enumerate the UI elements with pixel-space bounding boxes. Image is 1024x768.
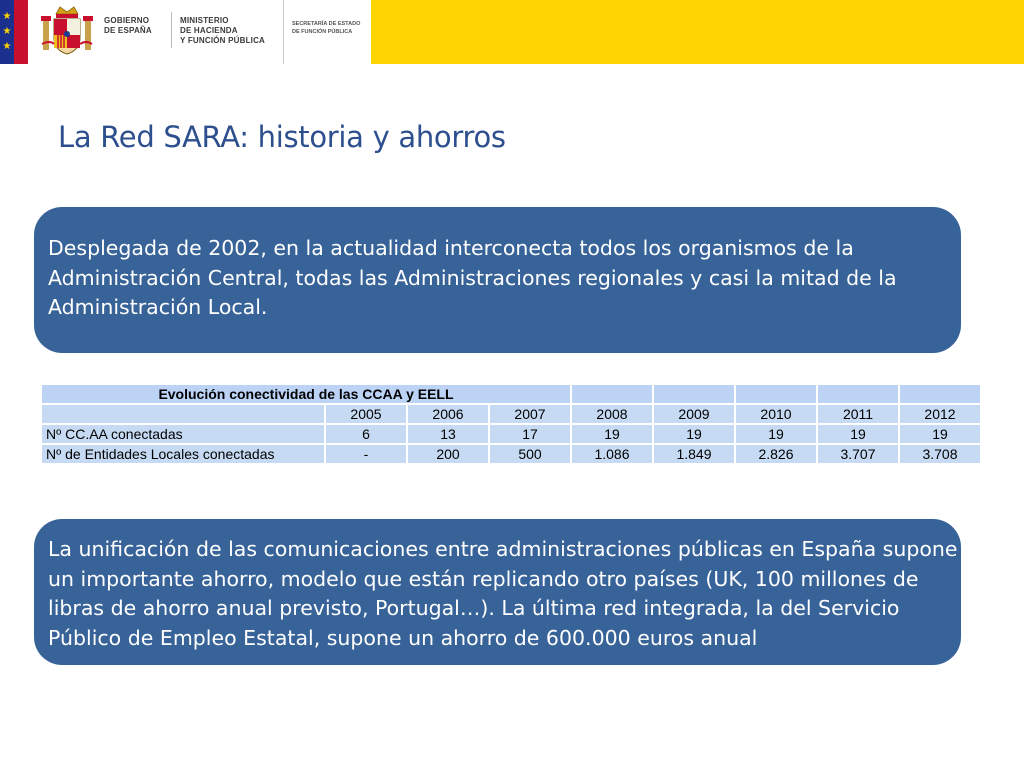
table-header-blank [41,404,325,424]
table-cell: 2.826 [735,444,817,464]
table-header-year: 2007 [489,404,571,424]
table-row [41,424,981,444]
table-caption-row [41,384,981,404]
table-cell: 19 [571,424,653,444]
table-cell: 19 [817,424,899,444]
table-caption-cell [817,384,899,404]
info-box-savings-text: La unificación de las comunicaciones entre administraciones públicas en España supone un importante ahorro, modelo que están replicando otro países (UK, 100 millones de libras de ahorro anual previsto, Portugal…). La última red integrada, la del Servicio Público de Empleo Estatal, supone un ahorro de 600.000 euros anual [48,537,958,650]
table-cell: 3.708 [899,444,981,464]
table-caption: Evolución conectividad de las CCAA y EELL [41,384,571,404]
table-cell: 3.707 [817,444,899,464]
eu-flag-icon: ★ ★ ★ [0,0,14,64]
table-cell: 13 [407,424,489,444]
table-cell: 500 [489,444,571,464]
table-row-label: Nº de Entidades Locales conectadas [41,444,325,464]
table-header-year: 2005 [325,404,407,424]
ministry-name: MINISTERIO DE HACIENDA Y FUNCIÓN PÚBLICA [180,16,266,45]
government-logo [28,0,371,64]
info-box-history-text: Desplegada de 2002, en la actualidad interconecta todos los organismos de la Administración Central, todas las Administraciones regionales y casi la mitad de la Administración Local. [48,236,897,319]
secretaria-name: SECRETARÍA DE ESTADO DE FUNCIÓN PÚBLICA [292,21,361,35]
flag-stripe [14,0,28,64]
connectivity-table [40,383,982,465]
table-cell: 19 [735,424,817,444]
table-cell: - [325,444,407,464]
table-cell: 1.086 [571,444,653,464]
table-cell: 19 [653,424,735,444]
table-header-year: 2011 [817,404,899,424]
table-header-year: 2006 [407,404,489,424]
info-box-savings [34,519,961,665]
coat-of-arms-icon [40,4,94,58]
government-name: GOBIERNO DE ESPAÑA [104,16,152,35]
table-cell: 6 [325,424,407,444]
table-row [41,444,981,464]
table-caption-cell [653,384,735,404]
secretaria-box [283,0,371,64]
header-band [0,0,1024,64]
slide-title: La Red SARA: historia y ahorros [58,120,506,154]
table-header-year: 2008 [571,404,653,424]
table-cell: 200 [407,444,489,464]
logo-divider [171,12,172,48]
table-cell: 1.849 [653,444,735,464]
table-caption-cell [899,384,981,404]
info-box-history [34,207,961,353]
table-row-label: Nº CC.AA conectadas [41,424,325,444]
table-caption-cell [735,384,817,404]
table-header-row [41,404,981,424]
table-header-year: 2012 [899,404,981,424]
table-cell: 17 [489,424,571,444]
table-cell: 19 [899,424,981,444]
table-header-year: 2010 [735,404,817,424]
table-header-year: 2009 [653,404,735,424]
table-caption-cell [571,384,653,404]
